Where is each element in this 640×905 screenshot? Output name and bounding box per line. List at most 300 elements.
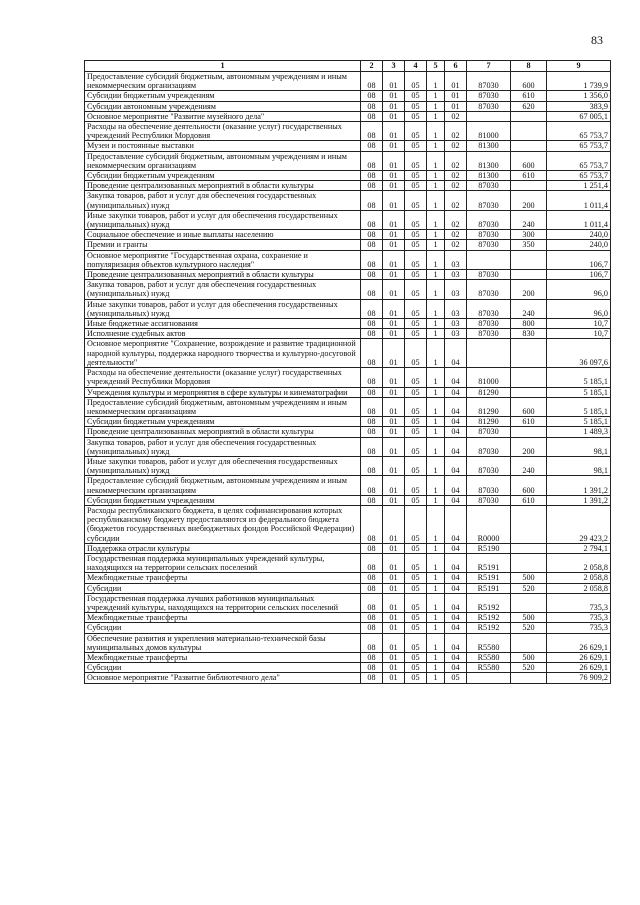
table-row bbox=[85, 593, 611, 612]
amount-cell: 36 097,6 bbox=[547, 339, 611, 368]
code-subprogram-cell: 05 bbox=[405, 250, 427, 269]
code-expense-type-cell bbox=[511, 427, 547, 437]
row-name-cell: Закупка товаров, работ и услуг для обеспечения государственных (муниципальных) нужд bbox=[85, 437, 361, 456]
amount-cell: 65 753,7 bbox=[547, 141, 611, 151]
amount-cell: 5 185,1 bbox=[547, 417, 611, 427]
code-section-cell: 08 bbox=[361, 437, 383, 456]
code-section-cell: 08 bbox=[361, 329, 383, 339]
table-row bbox=[85, 280, 611, 299]
row-name-cell: Государственная поддержка муниципальных учреждений культуры, находящихся на территории сельских поселений bbox=[85, 553, 361, 572]
table-row bbox=[85, 171, 611, 181]
code-type-cell: 1 bbox=[427, 583, 445, 593]
amount-cell: 383,9 bbox=[547, 101, 611, 111]
amount-cell: 1 011,4 bbox=[547, 191, 611, 210]
amount-cell: 5 185,1 bbox=[547, 387, 611, 397]
code-subprogram-cell: 05 bbox=[405, 573, 427, 583]
table-row bbox=[85, 633, 611, 652]
code-measure-cell: 04 bbox=[445, 417, 467, 427]
code-program-cell: 01 bbox=[383, 319, 405, 329]
code-direction-cell bbox=[467, 250, 511, 269]
code-direction-cell: 87030 bbox=[467, 181, 511, 191]
amount-cell: 240,0 bbox=[547, 230, 611, 240]
code-direction-cell: 81290 bbox=[467, 387, 511, 397]
table-row bbox=[85, 339, 611, 368]
code-type-cell: 1 bbox=[427, 122, 445, 141]
code-measure-cell: 02 bbox=[445, 171, 467, 181]
code-subprogram-cell: 05 bbox=[405, 613, 427, 623]
code-program-cell: 01 bbox=[383, 151, 405, 170]
code-subprogram-cell: 05 bbox=[405, 427, 427, 437]
code-direction-cell: R5192 bbox=[467, 623, 511, 633]
code-direction-cell: 87030 bbox=[467, 91, 511, 101]
code-measure-cell: 04 bbox=[445, 573, 467, 583]
code-direction-cell: 87030 bbox=[467, 437, 511, 456]
code-measure-cell: 04 bbox=[445, 652, 467, 662]
row-name-cell: Поддержка отрасли культуры bbox=[85, 543, 361, 553]
code-type-cell: 1 bbox=[427, 613, 445, 623]
amount-cell: 240,0 bbox=[547, 240, 611, 250]
header-cell: 2 bbox=[361, 61, 383, 72]
table-row bbox=[85, 368, 611, 387]
header-cell: 7 bbox=[467, 61, 511, 72]
code-program-cell: 01 bbox=[383, 191, 405, 210]
code-measure-cell: 04 bbox=[445, 583, 467, 593]
row-name-cell: Расходы республиканского бюджета, в целях софинансирования которых республиканскому бюджету предоставляются из федерального бюджета (бюджетов государственных внебюджетных фондов Российской Федерации) субсидии bbox=[85, 505, 361, 543]
code-program-cell: 01 bbox=[383, 368, 405, 387]
code-section-cell: 08 bbox=[361, 91, 383, 101]
row-name-cell: Закупка товаров, работ и услуг для обеспечения государственных (муниципальных) нужд bbox=[85, 191, 361, 210]
code-measure-cell: 04 bbox=[445, 476, 467, 495]
code-program-cell: 01 bbox=[383, 230, 405, 240]
table-row bbox=[85, 210, 611, 229]
code-program-cell: 01 bbox=[383, 593, 405, 612]
code-measure-cell: 02 bbox=[445, 141, 467, 151]
code-subprogram-cell: 05 bbox=[405, 495, 427, 505]
code-program-cell: 01 bbox=[383, 101, 405, 111]
row-name-cell: Субсидии бюджетным учреждениям bbox=[85, 417, 361, 427]
code-direction-cell: 87030 bbox=[467, 427, 511, 437]
code-program-cell: 01 bbox=[383, 329, 405, 339]
code-type-cell: 1 bbox=[427, 397, 445, 416]
code-expense-type-cell: 610 bbox=[511, 495, 547, 505]
code-section-cell: 08 bbox=[361, 141, 383, 151]
row-name-cell: Предоставление субсидий бюджетным, автономным учреждениям и иным некоммерческим организациям bbox=[85, 72, 361, 91]
code-section-cell: 08 bbox=[361, 553, 383, 572]
row-name-cell: Учреждения культуры и мероприятия в сфере культуры и кинематографии bbox=[85, 387, 361, 397]
code-measure-cell: 05 bbox=[445, 673, 467, 683]
code-measure-cell: 01 bbox=[445, 72, 467, 91]
table-row bbox=[85, 397, 611, 416]
code-section-cell: 08 bbox=[361, 368, 383, 387]
code-subprogram-cell: 05 bbox=[405, 171, 427, 181]
table-row bbox=[85, 476, 611, 495]
code-direction-cell: R5191 bbox=[467, 553, 511, 572]
code-type-cell: 1 bbox=[427, 91, 445, 101]
code-expense-type-cell bbox=[511, 633, 547, 652]
table-row bbox=[85, 553, 611, 572]
row-name-cell: Государственная поддержка лучших работников муниципальных учреждений культуры, находящихся на территории сельских поселений bbox=[85, 593, 361, 612]
code-subprogram-cell: 05 bbox=[405, 329, 427, 339]
code-measure-cell: 03 bbox=[445, 329, 467, 339]
amount-cell: 67 005,1 bbox=[547, 111, 611, 121]
code-direction-cell: 87030 bbox=[467, 101, 511, 111]
code-type-cell: 1 bbox=[427, 505, 445, 543]
code-program-cell: 01 bbox=[383, 250, 405, 269]
amount-cell: 735,3 bbox=[547, 623, 611, 633]
row-name-cell: Субсидии бюджетным учреждениям bbox=[85, 495, 361, 505]
code-direction-cell: R5190 bbox=[467, 543, 511, 553]
code-expense-type-cell: 520 bbox=[511, 623, 547, 633]
code-direction-cell: 81000 bbox=[467, 368, 511, 387]
code-measure-cell: 04 bbox=[445, 456, 467, 475]
table-row bbox=[85, 456, 611, 475]
code-measure-cell: 04 bbox=[445, 543, 467, 553]
code-program-cell: 01 bbox=[383, 623, 405, 633]
code-program-cell: 01 bbox=[383, 111, 405, 121]
amount-cell: 65 753,7 bbox=[547, 122, 611, 141]
table-row bbox=[85, 417, 611, 427]
amount-cell: 65 753,7 bbox=[547, 171, 611, 181]
code-subprogram-cell: 05 bbox=[405, 633, 427, 652]
code-subprogram-cell: 05 bbox=[405, 270, 427, 280]
code-measure-cell: 02 bbox=[445, 230, 467, 240]
code-program-cell: 01 bbox=[383, 476, 405, 495]
table-row bbox=[85, 505, 611, 543]
table-row bbox=[85, 151, 611, 170]
code-direction-cell: 87030 bbox=[467, 456, 511, 475]
code-subprogram-cell: 05 bbox=[405, 299, 427, 318]
row-name-cell: Обеспечение развития и укрепления материально-технической базы муниципальных домов культуры bbox=[85, 633, 361, 652]
table-row bbox=[85, 181, 611, 191]
code-measure-cell: 04 bbox=[445, 613, 467, 623]
code-type-cell: 1 bbox=[427, 387, 445, 397]
code-expense-type-cell: 600 bbox=[511, 72, 547, 91]
code-section-cell: 08 bbox=[361, 270, 383, 280]
code-subprogram-cell: 05 bbox=[405, 543, 427, 553]
row-name-cell: Иные бюджетные ассигнования bbox=[85, 319, 361, 329]
code-expense-type-cell: 520 bbox=[511, 583, 547, 593]
amount-cell: 5 185,1 bbox=[547, 368, 611, 387]
code-expense-type-cell bbox=[511, 141, 547, 151]
table-row bbox=[85, 387, 611, 397]
code-measure-cell: 03 bbox=[445, 299, 467, 318]
row-name-cell: Предоставление субсидий бюджетным, автономным учреждениям и иным некоммерческим организациям bbox=[85, 397, 361, 416]
code-expense-type-cell bbox=[511, 368, 547, 387]
code-expense-type-cell: 610 bbox=[511, 171, 547, 181]
code-section-cell: 08 bbox=[361, 210, 383, 229]
table-row bbox=[85, 543, 611, 553]
budget-table bbox=[84, 60, 611, 684]
code-measure-cell: 04 bbox=[445, 495, 467, 505]
row-name-cell: Исполнение судебных актов bbox=[85, 329, 361, 339]
code-expense-type-cell bbox=[511, 673, 547, 683]
row-name-cell: Иные закупки товаров, работ и услуг для обеспечения государственных (муниципальных) нужд bbox=[85, 210, 361, 229]
row-name-cell: Проведение централизованных мероприятий в области культуры bbox=[85, 427, 361, 437]
code-direction-cell: 81290 bbox=[467, 417, 511, 427]
amount-cell: 98,1 bbox=[547, 456, 611, 475]
row-name-cell: Музеи и постоянные выставки bbox=[85, 141, 361, 151]
table-row bbox=[85, 673, 611, 683]
code-measure-cell: 02 bbox=[445, 240, 467, 250]
header-cell: 9 bbox=[547, 61, 611, 72]
code-direction-cell: 87030 bbox=[467, 319, 511, 329]
header-cell: 6 bbox=[445, 61, 467, 72]
code-direction-cell: 87030 bbox=[467, 191, 511, 210]
row-name-cell: Субсидии бюджетным учреждениям bbox=[85, 171, 361, 181]
code-program-cell: 01 bbox=[383, 171, 405, 181]
code-subprogram-cell: 05 bbox=[405, 339, 427, 368]
table-row bbox=[85, 91, 611, 101]
code-expense-type-cell bbox=[511, 553, 547, 572]
code-direction-cell: R0000 bbox=[467, 505, 511, 543]
code-measure-cell: 02 bbox=[445, 210, 467, 229]
header-cell: 1 bbox=[85, 61, 361, 72]
code-direction-cell: 87030 bbox=[467, 210, 511, 229]
code-type-cell: 1 bbox=[427, 623, 445, 633]
code-type-cell: 1 bbox=[427, 171, 445, 181]
amount-cell: 26 629,1 bbox=[547, 663, 611, 673]
table-row bbox=[85, 141, 611, 151]
code-measure-cell: 04 bbox=[445, 663, 467, 673]
code-section-cell: 08 bbox=[361, 151, 383, 170]
code-type-cell: 1 bbox=[427, 191, 445, 210]
table-row bbox=[85, 101, 611, 111]
code-expense-type-cell: 830 bbox=[511, 329, 547, 339]
code-direction-cell: R5192 bbox=[467, 593, 511, 612]
code-direction-cell: 87030 bbox=[467, 495, 511, 505]
code-subprogram-cell: 05 bbox=[405, 505, 427, 543]
code-section-cell: 08 bbox=[361, 250, 383, 269]
code-subprogram-cell: 05 bbox=[405, 210, 427, 229]
table-row bbox=[85, 623, 611, 633]
code-subprogram-cell: 05 bbox=[405, 387, 427, 397]
code-subprogram-cell: 05 bbox=[405, 230, 427, 240]
table-row bbox=[85, 122, 611, 141]
code-measure-cell: 04 bbox=[445, 505, 467, 543]
code-section-cell: 08 bbox=[361, 505, 383, 543]
code-direction-cell: R5191 bbox=[467, 583, 511, 593]
amount-cell: 26 629,1 bbox=[547, 652, 611, 662]
amount-cell: 76 909,2 bbox=[547, 673, 611, 683]
code-measure-cell: 04 bbox=[445, 339, 467, 368]
code-type-cell: 1 bbox=[427, 652, 445, 662]
row-name-cell: Основное мероприятие "Сохранение, возрождение и развитие традиционной народной культуры, поддержка народного творчества и культурно-досуговой деятельности" bbox=[85, 339, 361, 368]
code-measure-cell: 02 bbox=[445, 151, 467, 170]
table-row bbox=[85, 583, 611, 593]
code-direction-cell: 87030 bbox=[467, 476, 511, 495]
code-section-cell: 08 bbox=[361, 101, 383, 111]
code-subprogram-cell: 05 bbox=[405, 72, 427, 91]
code-program-cell: 01 bbox=[383, 387, 405, 397]
code-direction-cell: 87030 bbox=[467, 230, 511, 240]
row-name-cell: Межбюджетные трансферты bbox=[85, 652, 361, 662]
code-expense-type-cell bbox=[511, 505, 547, 543]
code-direction-cell: R5580 bbox=[467, 633, 511, 652]
code-program-cell: 01 bbox=[383, 663, 405, 673]
code-type-cell: 1 bbox=[427, 417, 445, 427]
row-name-cell: Социальное обеспечение и иные выплаты населению bbox=[85, 230, 361, 240]
code-section-cell: 08 bbox=[361, 122, 383, 141]
code-direction-cell: 87030 bbox=[467, 72, 511, 91]
code-program-cell: 01 bbox=[383, 505, 405, 543]
amount-cell: 1 739,9 bbox=[547, 72, 611, 91]
code-type-cell: 1 bbox=[427, 573, 445, 583]
code-section-cell: 08 bbox=[361, 476, 383, 495]
code-direction-cell: 81290 bbox=[467, 397, 511, 416]
code-type-cell: 1 bbox=[427, 299, 445, 318]
amount-cell: 735,3 bbox=[547, 593, 611, 612]
code-expense-type-cell bbox=[511, 339, 547, 368]
code-type-cell: 1 bbox=[427, 368, 445, 387]
amount-cell: 96,0 bbox=[547, 280, 611, 299]
code-section-cell: 08 bbox=[361, 299, 383, 318]
code-subprogram-cell: 05 bbox=[405, 553, 427, 572]
row-name-cell: Предоставление субсидий бюджетным, автономным учреждениям и иным некоммерческим организациям bbox=[85, 151, 361, 170]
code-program-cell: 01 bbox=[383, 141, 405, 151]
code-section-cell: 08 bbox=[361, 427, 383, 437]
code-measure-cell: 04 bbox=[445, 553, 467, 572]
header-cell: 3 bbox=[383, 61, 405, 72]
code-subprogram-cell: 05 bbox=[405, 111, 427, 121]
code-expense-type-cell: 240 bbox=[511, 456, 547, 475]
code-expense-type-cell: 600 bbox=[511, 397, 547, 416]
code-subprogram-cell: 05 bbox=[405, 593, 427, 612]
code-expense-type-cell bbox=[511, 387, 547, 397]
code-measure-cell: 03 bbox=[445, 280, 467, 299]
row-name-cell: Премии и гранты bbox=[85, 240, 361, 250]
amount-cell: 106,7 bbox=[547, 250, 611, 269]
header-cell: 4 bbox=[405, 61, 427, 72]
code-direction-cell: 87030 bbox=[467, 240, 511, 250]
code-direction-cell: 87030 bbox=[467, 270, 511, 280]
code-program-cell: 01 bbox=[383, 427, 405, 437]
code-program-cell: 01 bbox=[383, 280, 405, 299]
code-program-cell: 01 bbox=[383, 240, 405, 250]
code-direction-cell: 81300 bbox=[467, 141, 511, 151]
table-row bbox=[85, 111, 611, 121]
code-type-cell: 1 bbox=[427, 437, 445, 456]
code-section-cell: 08 bbox=[361, 663, 383, 673]
table-row bbox=[85, 573, 611, 583]
code-type-cell: 1 bbox=[427, 593, 445, 612]
row-name-cell: Проведение централизованных мероприятий в области культуры bbox=[85, 270, 361, 280]
code-expense-type-cell: 200 bbox=[511, 191, 547, 210]
amount-cell: 10,7 bbox=[547, 329, 611, 339]
code-measure-cell: 02 bbox=[445, 191, 467, 210]
amount-cell: 2 058,8 bbox=[547, 583, 611, 593]
code-subprogram-cell: 05 bbox=[405, 583, 427, 593]
code-measure-cell: 01 bbox=[445, 91, 467, 101]
code-direction-cell bbox=[467, 673, 511, 683]
row-name-cell: Иные закупки товаров, работ и услуг для обеспечения государственных (муниципальных) нужд bbox=[85, 299, 361, 318]
amount-cell: 96,0 bbox=[547, 299, 611, 318]
code-measure-cell: 04 bbox=[445, 623, 467, 633]
code-expense-type-cell: 240 bbox=[511, 210, 547, 229]
code-program-cell: 01 bbox=[383, 437, 405, 456]
code-measure-cell: 04 bbox=[445, 397, 467, 416]
row-name-cell: Расходы на обеспечение деятельности (оказание услуг) государственных учреждений Республики Мордовия bbox=[85, 368, 361, 387]
code-expense-type-cell: 300 bbox=[511, 230, 547, 240]
code-program-cell: 01 bbox=[383, 613, 405, 623]
code-direction-cell bbox=[467, 339, 511, 368]
code-measure-cell: 04 bbox=[445, 437, 467, 456]
code-section-cell: 08 bbox=[361, 339, 383, 368]
row-name-cell: Субсидии бюджетным учреждениям bbox=[85, 91, 361, 101]
code-expense-type-cell: 200 bbox=[511, 437, 547, 456]
amount-cell: 5 185,1 bbox=[547, 397, 611, 416]
table-row bbox=[85, 437, 611, 456]
code-section-cell: 08 bbox=[361, 652, 383, 662]
code-subprogram-cell: 05 bbox=[405, 141, 427, 151]
table-row bbox=[85, 270, 611, 280]
row-name-cell: Субсидии bbox=[85, 663, 361, 673]
amount-cell: 26 629,1 bbox=[547, 633, 611, 652]
amount-cell: 2 794,1 bbox=[547, 543, 611, 553]
code-expense-type-cell: 240 bbox=[511, 299, 547, 318]
table-row bbox=[85, 240, 611, 250]
code-measure-cell: 04 bbox=[445, 387, 467, 397]
code-section-cell: 08 bbox=[361, 417, 383, 427]
amount-cell: 1 391,2 bbox=[547, 495, 611, 505]
table-row bbox=[85, 495, 611, 505]
code-type-cell: 1 bbox=[427, 339, 445, 368]
code-subprogram-cell: 05 bbox=[405, 397, 427, 416]
code-section-cell: 08 bbox=[361, 230, 383, 240]
code-section-cell: 08 bbox=[361, 573, 383, 583]
code-section-cell: 08 bbox=[361, 613, 383, 623]
code-subprogram-cell: 05 bbox=[405, 191, 427, 210]
code-type-cell: 1 bbox=[427, 553, 445, 572]
code-section-cell: 08 bbox=[361, 72, 383, 91]
code-program-cell: 01 bbox=[383, 417, 405, 427]
code-section-cell: 08 bbox=[361, 280, 383, 299]
code-expense-type-cell: 200 bbox=[511, 280, 547, 299]
code-subprogram-cell: 05 bbox=[405, 101, 427, 111]
code-direction-cell: R5580 bbox=[467, 652, 511, 662]
amount-cell: 1 251,4 bbox=[547, 181, 611, 191]
row-name-cell: Закупка товаров, работ и услуг для обеспечения государственных (муниципальных) нужд bbox=[85, 280, 361, 299]
code-program-cell: 01 bbox=[383, 583, 405, 593]
code-expense-type-cell bbox=[511, 111, 547, 121]
code-subprogram-cell: 05 bbox=[405, 417, 427, 427]
table-row bbox=[85, 191, 611, 210]
code-type-cell: 1 bbox=[427, 230, 445, 240]
code-type-cell: 1 bbox=[427, 543, 445, 553]
code-type-cell: 1 bbox=[427, 270, 445, 280]
row-name-cell: Проведение централизованных мероприятий в области культуры bbox=[85, 181, 361, 191]
code-measure-cell: 03 bbox=[445, 270, 467, 280]
code-type-cell: 1 bbox=[427, 427, 445, 437]
code-expense-type-cell: 500 bbox=[511, 613, 547, 623]
code-direction-cell: 87030 bbox=[467, 299, 511, 318]
code-type-cell: 1 bbox=[427, 319, 445, 329]
code-measure-cell: 03 bbox=[445, 319, 467, 329]
code-expense-type-cell: 520 bbox=[511, 663, 547, 673]
code-program-cell: 01 bbox=[383, 122, 405, 141]
code-subprogram-cell: 05 bbox=[405, 91, 427, 101]
table-header-row bbox=[85, 61, 611, 72]
code-direction-cell bbox=[467, 111, 511, 121]
amount-cell: 10,7 bbox=[547, 319, 611, 329]
code-expense-type-cell: 610 bbox=[511, 91, 547, 101]
code-section-cell: 08 bbox=[361, 387, 383, 397]
code-expense-type-cell bbox=[511, 543, 547, 553]
code-type-cell: 1 bbox=[427, 141, 445, 151]
page-number: 83 bbox=[591, 33, 603, 47]
code-expense-type-cell: 600 bbox=[511, 476, 547, 495]
table-row bbox=[85, 663, 611, 673]
code-program-cell: 01 bbox=[383, 553, 405, 572]
